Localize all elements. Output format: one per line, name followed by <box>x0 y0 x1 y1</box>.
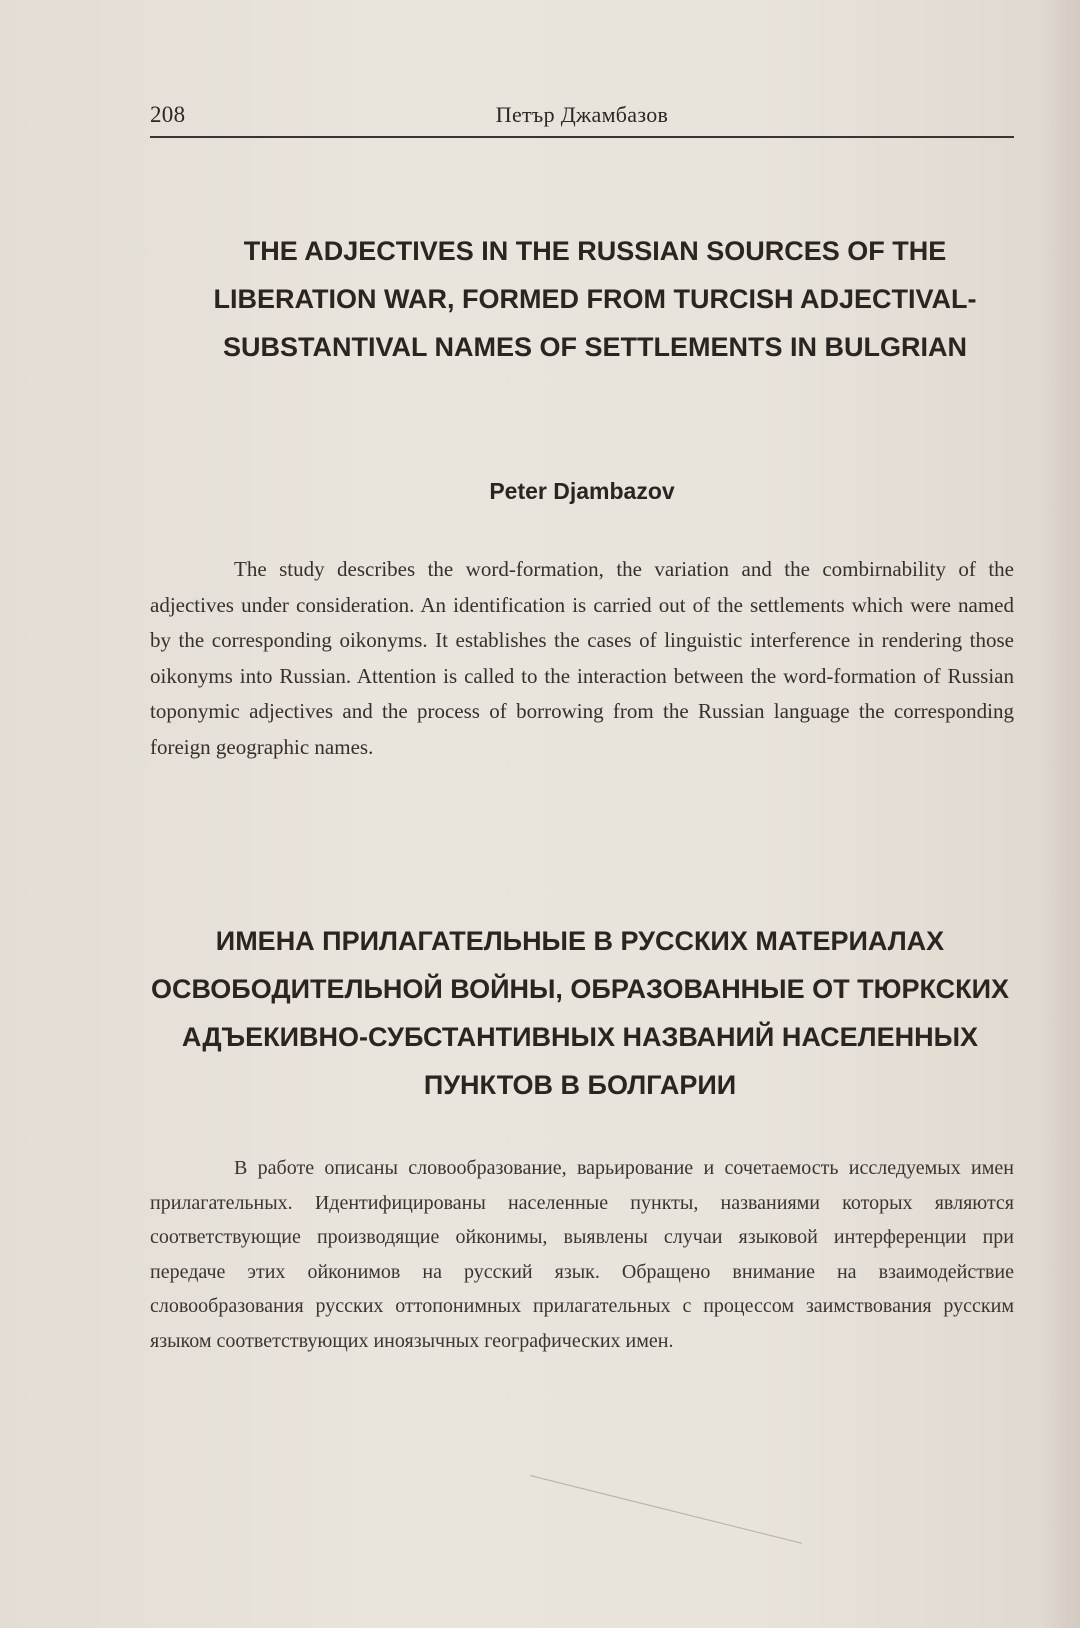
author-name: Peter Djambazov <box>489 478 675 504</box>
russian-title: ИМЕНА ПРИЛАГАТЕЛЬНЫЕ В РУССКИХ МАТЕРИАЛАХ ОСВОБОДИТЕЛЬНОЙ ВОЙНЫ, ОБРАЗОВАННЫЕ ОТ ТЮРКСКИХ АДЪЕКИВНО-СУБСТАНТИВНЫХ НАЗВАНИЙ НАСЕЛЕННЫХ ПУНКТОВ В БОЛГАРИИ <box>150 926 1009 1100</box>
russian-abstract: В работе описаны словообразование, варьирование и сочетаемость исследуемых имен прилагательных. Идентифицированы населенные пункты, названиями которых являются соответствующие производящие ойконимы, выявлены случаи языковой интерференции при передаче этих ойконимов на русский язык. Обращено внимание на взаимодействие словообразования русских оттопонимных прилагательных с процессом заимствования русским языком соответствующих иноязычных географических имен. <box>150 1157 1014 1352</box>
running-head: Петър Джамбазов <box>495 102 669 127</box>
page-header <box>150 96 1014 138</box>
scan-mark <box>530 1475 802 1544</box>
english-title: THE ADJECTIVES IN THE RUSSIAN SOURCES OF THE LIBERATION WAR, FORMED FROM TURCISH ADJECTIVAL-SUBSTANTIVAL NAMES OF SETTLEMENTS IN BULGRIAN <box>213 236 977 362</box>
english-abstract: The study describes the word-formation, the variation and the combirnability of the adjectives under consideration. An identification is carried out of the settlements which were named by the corresponding oikonyms. It establishes the cases of linguistic interference in rendering those oikonyms into Russian. Attention is called to the interaction between the word-formation of Russian toponymic adjectives and the process of borrowing from the Russian language the corresponding foreign geographic names. <box>150 557 1014 759</box>
page-number: 208 <box>150 102 186 127</box>
page-edge-shadow <box>1040 0 1080 1628</box>
